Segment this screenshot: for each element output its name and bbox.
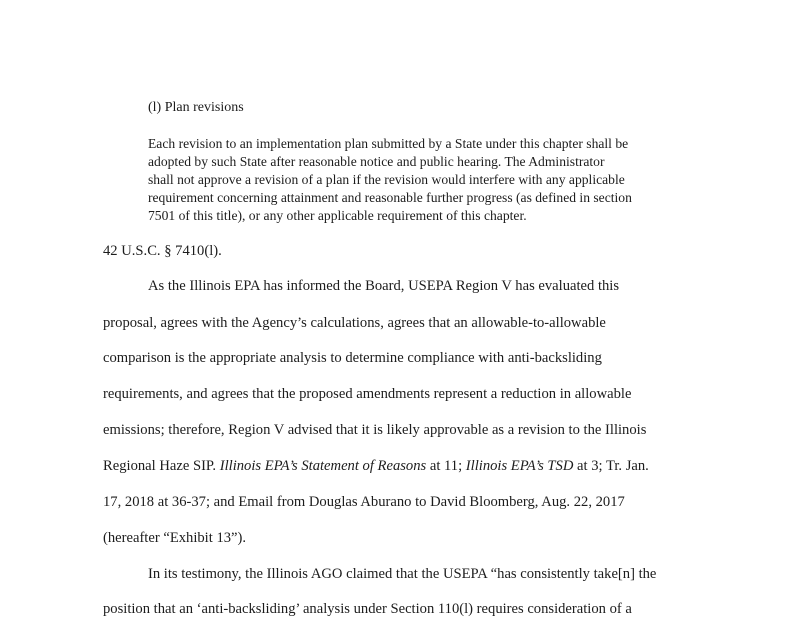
body-line: As the Illinois EPA has informed the Board, USEPA Region V has evaluated this	[148, 278, 620, 294]
body-line: In its testimony, the Illinois AGO claimed that the USEPA “has consistently take[n] the	[148, 566, 657, 582]
statute-citation: 42 U.S.C. § 7410(l).	[103, 243, 222, 259]
tsd-citation: Illinois EPA’s TSD	[465, 458, 574, 474]
body-text: at 3; Tr. Jan.	[573, 458, 649, 474]
body-line: requirements, and agrees that the proposed amendments represent a reduction in allowable	[103, 386, 632, 402]
quote-line: adopted by such State after reasonable notice and public hearing. The Administrator	[148, 154, 605, 169]
quote-line: Each revision to an implementation plan submitted by a State under this chapter shall be	[148, 136, 629, 151]
body-text: at 11;	[426, 458, 466, 474]
body-line: 17, 2018 at 36-37; and Email from Douglas Aburano to David Bloomberg, Aug. 22, 2017	[103, 494, 625, 510]
body-line-with-citations	[103, 458, 649, 475]
body-line: (hereafter “Exhibit 13”).	[103, 530, 247, 546]
quote-heading: (l) Plan revisions	[148, 100, 244, 115]
body-text: Regional Haze SIP.	[103, 458, 220, 474]
body-line: position that an ‘anti-backsliding’ analysis under Section 110(l) requires consideration of a	[103, 601, 632, 617]
statement-of-reasons-citation: Illinois EPA’s Statement of Reasons	[219, 458, 427, 474]
body-line: emissions; therefore, Region V advised that it is likely approvable as a revision to the Illinois	[103, 422, 647, 438]
quote-line: requirement concerning attainment and reasonable further progress (as defined in section	[148, 190, 632, 205]
quote-line: 7501 of this title), or any other applicable requirement of this chapter.	[148, 208, 527, 223]
body-line: proposal, agrees with the Agency’s calculations, agrees that an allowable-to-allowable	[103, 315, 606, 331]
quote-line: shall not approve a revision of a plan if the revision would interfere with any applicable	[148, 172, 625, 187]
body-line: comparison is the appropriate analysis to determine compliance with anti-backsliding	[103, 350, 602, 366]
